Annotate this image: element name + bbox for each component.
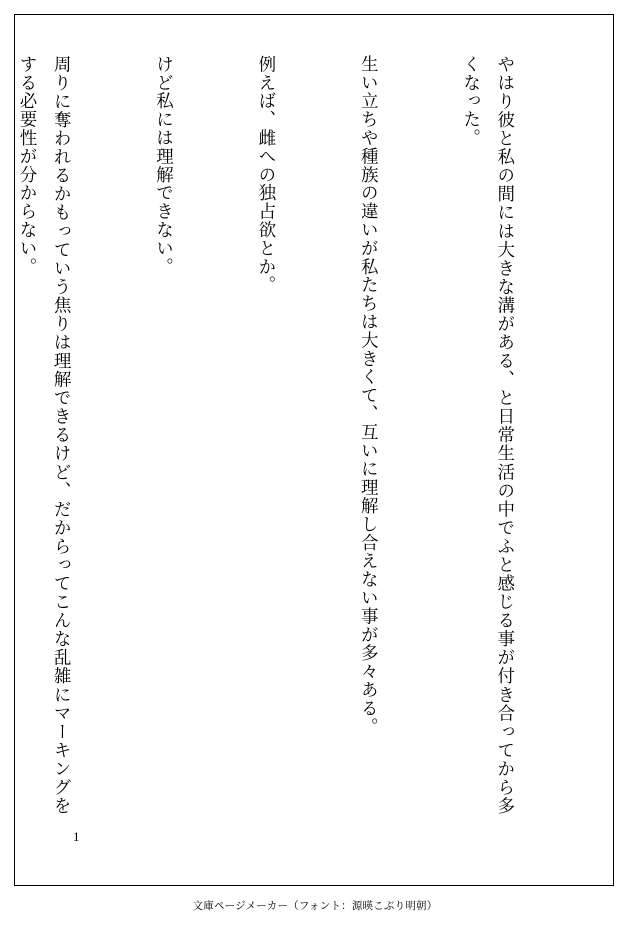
- paragraph: 例えば、雌への独占欲とか。: [256, 55, 277, 295]
- paragraph: 周りに奪われるかもっていう焦りは理解できるけど、だからってこんな乱雑にマーキングをする必要性が分からない。: [18, 55, 73, 815]
- document-page: [14, 14, 614, 886]
- paragraph: けど私には理解できない。: [154, 55, 175, 276]
- vertical-text-body: [14, 55, 591, 815]
- paragraph: 生い立ちや種族の違いが私たちは大きくて、互いに理解し合えない事が多々ある。: [359, 55, 380, 736]
- paragraph: やはり彼と私の間には大きな溝がある、と日常生活の中でふと感じる事が付き合ってから多くなった。: [461, 55, 516, 815]
- footer-credit: 文庫ページメーカー（フォント：源暎こぶり明朝）: [192, 900, 438, 912]
- page-number: 1: [73, 829, 80, 844]
